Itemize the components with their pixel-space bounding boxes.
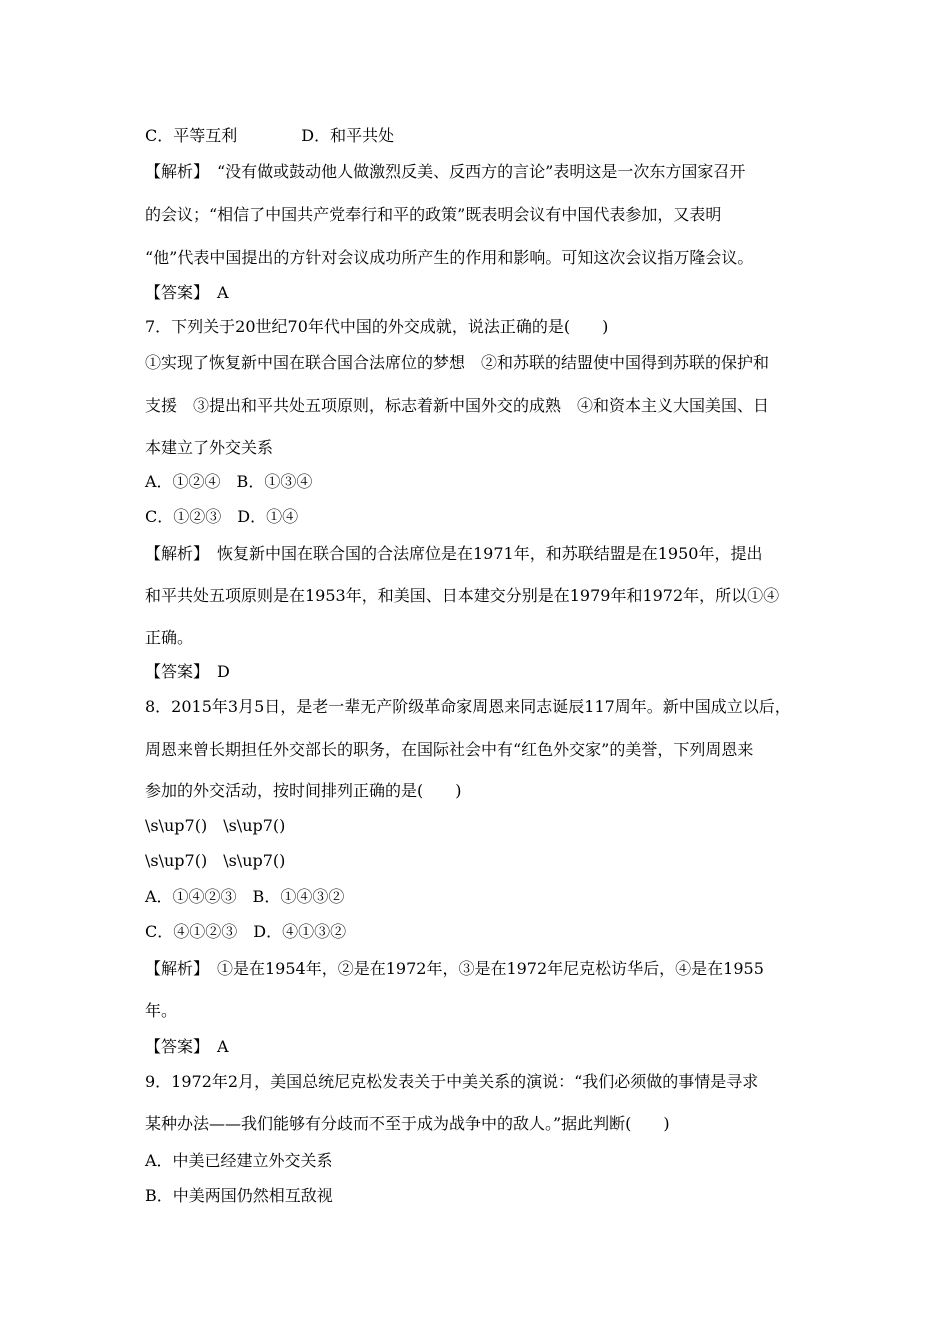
question-text: 某种办法——我们能够有分歧而不至于成为战争中的敌人。”据此判断( ): [145, 1114, 670, 1133]
analysis-paragraph: 【解析】 “没有做或鼓动他人做激烈反美、反西方的言论”表明这是一次东方国家召开: [145, 162, 746, 181]
analysis-paragraph: 年。: [145, 1001, 178, 1020]
option-line: C．①②③ D．①④: [145, 507, 299, 526]
analysis-paragraph: 【解析】 ①是在1954年，②是在1972年，③是在1972年尼克松访华后，④是在1955: [145, 959, 764, 978]
option-a: A．中美已经建立外交关系: [145, 1151, 333, 1170]
answer-label: 【答案】 A: [145, 1037, 229, 1056]
question-text: ①实现了恢复新中国在联合国合法席位的梦想 ②和苏联的结盟使中国得到苏联的保护和: [145, 353, 770, 372]
question-9: 9．1972年2月，美国总统尼克松发表关于中美关系的演说：“我们必须做的事情是寻求: [145, 1072, 759, 1091]
analysis-paragraph: 和平共处五项原则是在1953年，和美国、日本建交分别是在1979年和1972年，所以①④: [145, 586, 780, 605]
question-text: 支援 ③提出和平共处五项原则，标志着新中国外交的成熟 ④和资本主义大国美国、日: [145, 396, 770, 415]
analysis-paragraph: 【解析】 恢复新中国在联合国的合法席位是在1971年，和苏联结盟是在1950年，提出: [145, 544, 763, 563]
image-placeholder-code: \s\up7() \s\up7(): [145, 851, 286, 870]
answer-label: 【答案】 D: [145, 662, 230, 681]
image-placeholder-code: \s\up7() \s\up7(): [145, 816, 286, 835]
analysis-paragraph: 正确。: [145, 628, 194, 647]
analysis-paragraph: 的会议；“相信了中国共产党奉行和平的政策”既表明会议有中国代表参加，又表明: [145, 205, 722, 224]
option-c-d-line: C．平等互利 D．和平共处: [145, 126, 395, 145]
answer-label: 【答案】 A: [145, 283, 229, 302]
option-b: B．中美两国仍然相互敌视: [145, 1186, 333, 1205]
question-text: 本建立了外交关系: [145, 438, 274, 457]
option-line: A．①②④ B．①③④: [145, 472, 313, 491]
question-7: 7．下列关于20世纪70年代中国的外交成就，说法正确的是( ): [145, 317, 609, 336]
question-8: 8．2015年3月5日，是老一辈无产阶级革命家周恩来同志诞辰117周年。新中国成立以后，: [145, 697, 791, 716]
question-text: 参加的外交活动，按时间排列正确的是( ): [145, 781, 462, 800]
option-line: A．①④②③ B．①④③②: [145, 887, 345, 906]
analysis-paragraph: “他”代表中国提出的方针对会议成功所产生的作用和影响。可知这次会议指万隆会议。: [145, 248, 754, 267]
question-text: 周恩来曾长期担任外交部长的职务，在国际社会中有“红色外交家”的美誉，下列周恩来: [145, 740, 754, 759]
option-line: C．④①②③ D．④①③②: [145, 922, 347, 941]
